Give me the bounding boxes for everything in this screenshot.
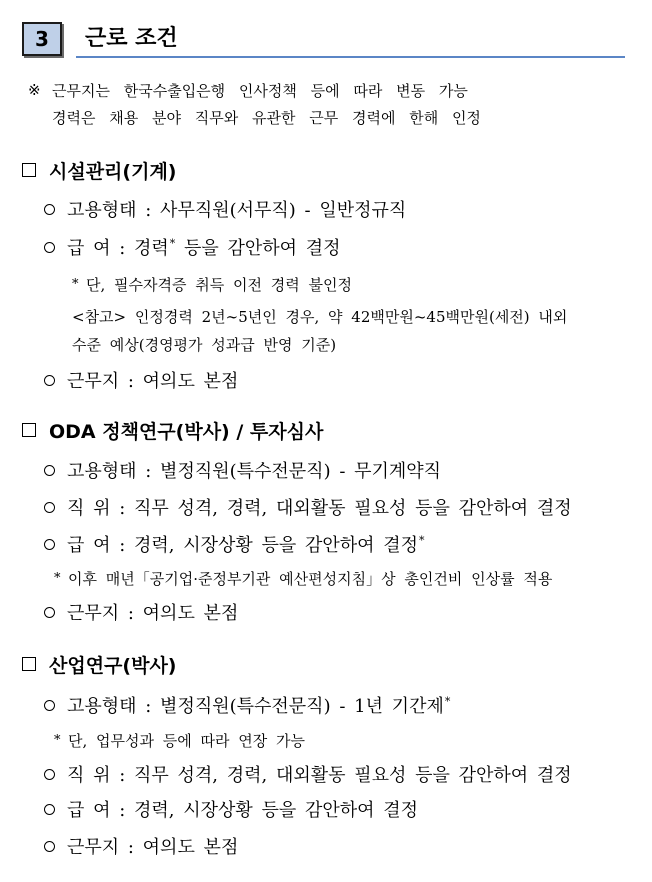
section-title: ODA 정책연구(박사) / 투자심사 xyxy=(49,420,324,443)
general-note-text: 근무지는 한국수출입은행 인사정책 등에 따라 변동 가능 xyxy=(52,81,468,100)
circle-bullet-icon xyxy=(44,804,55,815)
employment-type-row xyxy=(44,196,406,222)
section-number-badge: 3 xyxy=(22,22,62,56)
circle-bullet-icon xyxy=(44,375,55,386)
circle-bullet-icon xyxy=(44,539,55,550)
reference-note-text: <참고> 인정경력 2년∼5년인 경우, 약 42백만원~45백만원(세전) 내외 xyxy=(72,307,568,326)
circle-bullet-icon xyxy=(44,607,55,618)
employment-type-text xyxy=(67,692,450,718)
workplace-row xyxy=(44,833,238,859)
salary-row xyxy=(44,531,425,557)
general-note-2 xyxy=(52,107,481,127)
general-note-text: 경력은 채용 분야 직무와 유관한 근무 경력에 한해 인정 xyxy=(52,108,481,127)
section-heading-oda xyxy=(22,418,323,442)
section-heading-facility xyxy=(22,158,177,182)
employment-type-text: 고용형태 : 사무직원(서무직) - 일반정규직 xyxy=(67,200,407,221)
workplace-row xyxy=(44,599,238,625)
square-bullet-icon xyxy=(22,657,36,671)
workplace-row xyxy=(44,367,238,393)
square-bullet-icon xyxy=(22,163,36,177)
square-bullet-icon xyxy=(22,423,36,437)
footnote-marker: * xyxy=(169,237,176,250)
section-title: 산업연구(박사) xyxy=(49,654,177,677)
footnote-mark: * xyxy=(54,732,61,748)
circle-bullet-icon xyxy=(44,769,55,780)
salary-text-main: 급 여 : 경력, 시장상황 등을 감안하여 결정 xyxy=(67,535,419,556)
workplace-text: 근무지 : 여의도 본점 xyxy=(67,603,239,624)
employment-type-row xyxy=(44,457,441,483)
position-row xyxy=(44,494,572,520)
employment-type-main: 고용형태 : 별정직원(특수전문직) - 1년 기간제 xyxy=(67,696,444,717)
employment-footnote xyxy=(54,730,305,750)
footnote-text: 이후 매년「공기업·준정부기관 예산편성지침」상 총인건비 인상률 적용 xyxy=(68,569,553,588)
circle-bullet-icon xyxy=(44,465,55,476)
salary-text-main: 급 여 : 경력 xyxy=(67,238,169,259)
position-text: 직 위 : 직무 성격, 경력, 대외활동 필요성 등을 감안하여 결정 xyxy=(67,765,572,786)
employment-type-row xyxy=(44,692,450,718)
reference-note-text: 수준 예상(경영평가 성과급 반영 기준) xyxy=(72,335,337,354)
title-underline xyxy=(76,56,625,58)
workplace-text: 근무지 : 여의도 본점 xyxy=(67,371,239,392)
salary-text xyxy=(67,531,425,557)
footnote-text: 단, 필수자격증 취득 이전 경력 불인정 xyxy=(86,275,352,294)
footnote-marker: * xyxy=(444,695,451,708)
salary-row xyxy=(44,234,341,260)
salary-text: 급 여 : 경력, 시장상황 등을 감안하여 결정 xyxy=(67,800,419,821)
salary-row xyxy=(44,796,418,822)
position-row xyxy=(44,761,572,787)
footnote-mark: * xyxy=(72,276,79,292)
workplace-text: 근무지 : 여의도 본점 xyxy=(67,837,239,858)
position-text: 직 위 : 직무 성격, 경력, 대외활동 필요성 등을 감안하여 결정 xyxy=(67,498,572,519)
footnote-text: 단, 업무성과 등에 따라 연장 가능 xyxy=(68,731,305,750)
salary-text-rest: 등을 감안하여 결정 xyxy=(175,238,341,259)
reference-mark: ※ xyxy=(28,81,41,99)
reference-note-line-2 xyxy=(72,334,336,354)
general-note-1 xyxy=(28,80,468,100)
circle-bullet-icon xyxy=(44,204,55,215)
section-heading-industry xyxy=(22,652,177,676)
circle-bullet-icon xyxy=(44,502,55,513)
circle-bullet-icon xyxy=(44,700,55,711)
salary-text xyxy=(67,234,341,260)
footnote-mark: * xyxy=(54,570,61,586)
salary-footnote xyxy=(72,274,352,294)
salary-footnote xyxy=(54,568,552,588)
circle-bullet-icon xyxy=(44,841,55,852)
footnote-marker: * xyxy=(419,534,425,547)
employment-type-text: 고용형태 : 별정직원(특수전문직) - 무기계약직 xyxy=(67,461,442,482)
section-title: 시설관리(기계) xyxy=(49,160,177,183)
reference-note-line-1 xyxy=(72,306,567,326)
page-title: 근로 조건 xyxy=(85,26,178,51)
circle-bullet-icon xyxy=(44,242,55,253)
